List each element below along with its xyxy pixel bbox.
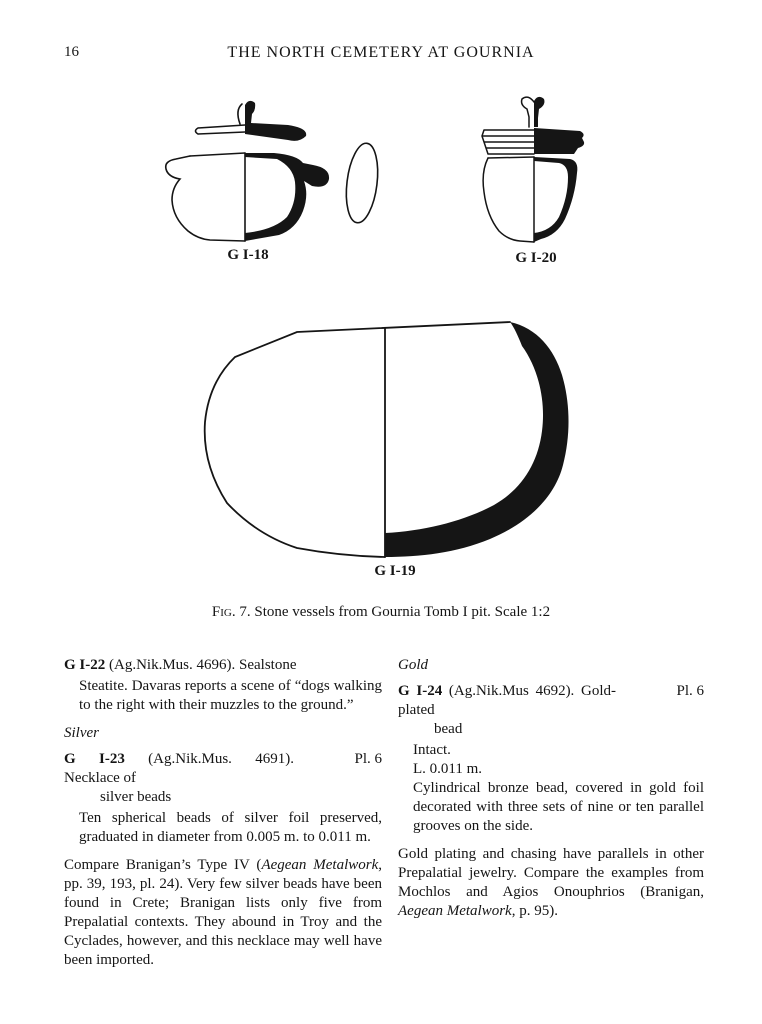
closing-paragraph-italic-title: Aegean Metalwork (398, 903, 512, 919)
gold-section-heading: Gold (398, 657, 428, 673)
entry-g-i-24-title: (Ag.Nik.Mus 4692). Gold-plated (398, 683, 616, 718)
entry-g-i-22-description: Steatite. Davaras reports a scene of “dogs walking to the right with their muzzles to the ground.” (79, 678, 382, 713)
entry-g-i-23-id: G I-23 (64, 751, 125, 767)
figure-label-g-i-19: G I-19 (374, 563, 416, 579)
compare-paragraph-text-2: , pp. 39, 193, pl. 24). Very few silver beads have been found in Crete; Branigan lists only five from Prepalatial contexts. They abound in Troy and the Cyclades, however, and this necklace may well have been imported. (64, 857, 383, 968)
figure-caption (0, 604, 762, 621)
entry-g-i-23-title: (Ag.Nik.Mus. 4691). Necklace of (64, 751, 295, 786)
g-i-18-svg (150, 90, 390, 260)
figure-label-g-i-18: G I-18 (227, 247, 269, 263)
g-i-20-svg (468, 92, 598, 252)
g-i-19-svg (185, 312, 585, 567)
entry-g-i-24-dimensions: L. 0.011 m. (413, 761, 483, 777)
plate-reference: Pl. 6 (354, 751, 382, 767)
entry-g-i-22-title: (Ag.Nik.Mus. 4696). Sealstone (105, 657, 297, 673)
lid-knob-left-outline (238, 104, 242, 124)
body-left-outline (166, 156, 245, 241)
entry-g-i-22-id: G I-22 (64, 657, 106, 673)
vessel-drawing-g-i-20 (468, 92, 598, 252)
entry-g-i-23-title-line2: silver beads (100, 789, 172, 805)
entry-g-i-24-description (413, 741, 704, 836)
compare-paragraph-text-1: Compare Branigan’s Type IV ( (64, 857, 262, 873)
entry-g-i-24-id: G I-24 (398, 683, 443, 699)
lid-section (534, 128, 584, 154)
closing-paragraph (398, 845, 704, 921)
lid-left-outline (196, 125, 246, 134)
bowl-section (385, 322, 569, 557)
lid-ridge-lines (482, 130, 534, 154)
compare-paragraph-italic-title: Aegean Metalwork (261, 857, 379, 873)
silver-section-heading: Silver (64, 725, 99, 741)
entry-g-i-24-condition: Intact. (413, 742, 451, 758)
figure-caption-text: Stone vessels from Gournia Tomb I pit. Scale 1:2 (250, 604, 551, 620)
figure-label-g-i-20: G I-20 (515, 250, 557, 266)
entry-g-i-23-header (64, 750, 382, 807)
body-section (534, 157, 577, 242)
left-column (64, 656, 382, 979)
entry-g-i-22-header (64, 656, 382, 675)
entry-g-i-24-header (398, 682, 704, 739)
entry-g-i-24-title-line2: bead (434, 721, 463, 737)
page-number: 16 (64, 44, 79, 60)
knob-left-outline (522, 97, 534, 127)
vessel-drawing-g-i-18 (150, 90, 390, 260)
knob-section (534, 97, 544, 127)
handle-profile-oval (342, 141, 382, 224)
closing-paragraph-text-2: , p. 95). (511, 903, 558, 919)
body-rim-line (190, 153, 245, 156)
compare-paragraph (64, 856, 382, 970)
closing-paragraph-text-1: Gold plating and chasing have parallels in other Prepalatial jewelry. Compare the examples from Mochlos and Agios Onouphrios (Branigan, (398, 846, 704, 900)
body-section (245, 153, 329, 241)
lid-section (245, 101, 306, 141)
running-title: THE NORTH CEMETERY AT GOURNIA (227, 44, 535, 61)
body-left-outline (483, 158, 534, 242)
entry-g-i-23-description: Ten spherical beads of silver foil preserved, graduated in diameter from 0.005 m. to 0.011 m. (79, 810, 382, 845)
vessel-drawing-g-i-19 (185, 312, 585, 567)
entry-g-i-24-detail: Cylindrical bronze bead, covered in gold foil decorated with three sets of nine or ten parallel grooves on the side. (413, 780, 704, 834)
body-rim-line (488, 157, 534, 158)
right-column (398, 656, 704, 930)
figure-caption-number: Fig. 7. (211, 604, 251, 620)
plate-reference: Pl. 6 (676, 683, 704, 699)
